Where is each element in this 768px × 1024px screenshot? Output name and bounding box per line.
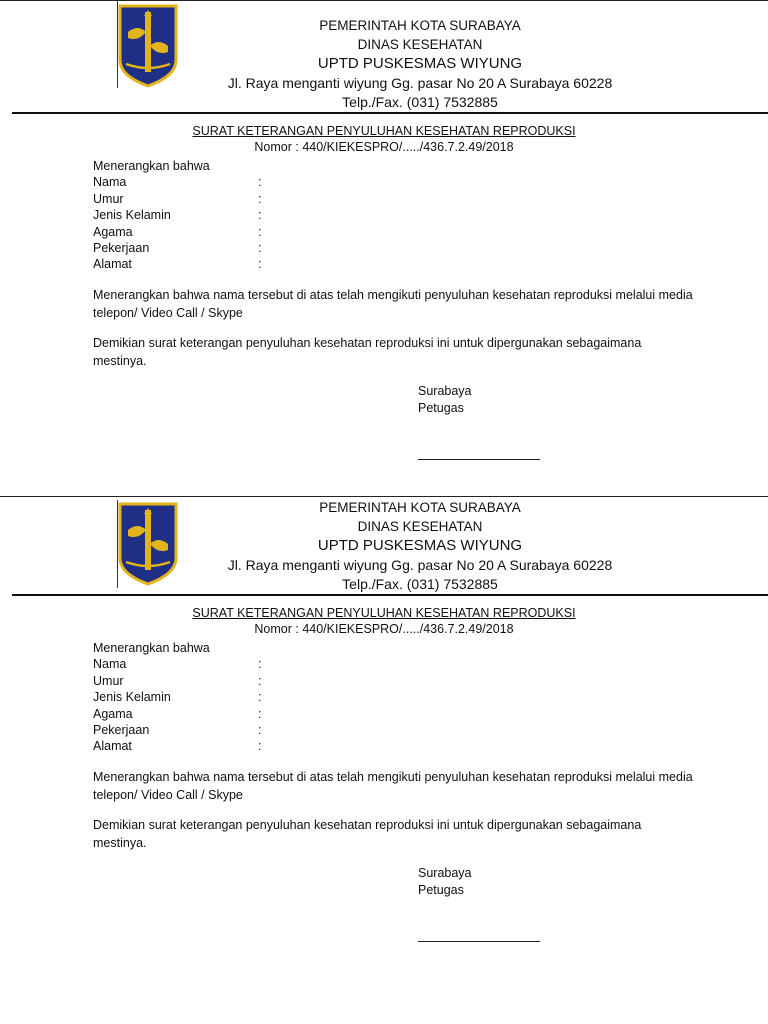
field-row — [93, 738, 262, 754]
field-row — [93, 224, 262, 240]
field-label: Agama — [93, 706, 133, 721]
field-label: Agama — [93, 224, 133, 239]
unit-name: UPTD PUSKESMAS WIYUNG — [317, 55, 523, 72]
agency-name: DINAS KESEHATAN — [357, 519, 483, 534]
field-row — [93, 722, 262, 738]
field-colon: : — [258, 739, 262, 754]
field-colon: : — [258, 208, 262, 223]
field-row — [93, 256, 262, 272]
signature-block — [418, 383, 472, 416]
field-colon: : — [258, 722, 262, 737]
fields-block — [93, 640, 262, 755]
sign-role: Petugas — [418, 400, 464, 415]
field-label: Pekerjaan — [93, 240, 150, 255]
phone: Telp./Fax. (031) 7532885 — [342, 94, 498, 110]
sign-city: Surabaya — [418, 866, 472, 880]
field-label: Nama — [93, 175, 127, 190]
surabaya-crest-logo — [116, 500, 180, 586]
address: Jl. Raya menganti wiyung Gg. pasar No 20 A Surabaya 60228 — [227, 557, 613, 573]
field-colon: : — [258, 706, 262, 721]
signature-line — [418, 459, 540, 460]
fields-block — [93, 158, 262, 273]
field-label: Nama — [93, 657, 127, 672]
sign-city: Surabaya — [418, 384, 472, 398]
letterhead — [180, 498, 660, 594]
phone: Telp./Fax. (031) 7532885 — [342, 576, 498, 592]
gov-name: PEMERINTAH KOTA SURABAYA — [319, 18, 521, 33]
signature-line — [418, 941, 540, 942]
field-label: Umur — [93, 673, 124, 688]
field-colon: : — [258, 690, 262, 705]
letter-title: SURAT KETERANGAN PENYULUHAN KESEHATAN REPRODUKSI — [192, 606, 576, 620]
field-colon: : — [258, 191, 262, 206]
body-paragraph-2: Demikian surat keterangan penyuluhan kesehatan reproduksi ini untuk dipergunakan sebagaimana mestinya. — [93, 818, 642, 850]
body-paragraph-1: Menerangkan bahwa nama tersebut di atas telah mengikuti penyuluhan kesehatan reproduksi melalui media telepon/ Video Call / Skype — [93, 288, 693, 320]
field-label: Alamat — [93, 739, 132, 754]
intro-text: Menerangkan bahwa — [93, 159, 210, 173]
body-paragraph-1: Menerangkan bahwa nama tersebut di atas telah mengikuti penyuluhan kesehatan reproduksi melalui media telepon/ Video Call / Skype — [93, 770, 693, 802]
header-divider — [12, 594, 768, 596]
letter-number: Nomor : 440/KIEKESPRO/...../436.7.2.49/2018 — [254, 140, 514, 154]
field-row — [93, 656, 262, 672]
field-colon: : — [258, 257, 262, 272]
letter-sheet-1 — [0, 0, 768, 482]
header-divider — [12, 112, 768, 114]
field-label: Pekerjaan — [93, 722, 150, 737]
field-row — [93, 689, 262, 705]
sign-role: Petugas — [418, 882, 464, 897]
field-label: Jenis Kelamin — [93, 690, 171, 705]
field-colon: : — [258, 240, 262, 255]
letter-title-block — [0, 605, 768, 637]
field-label: Umur — [93, 191, 124, 206]
surabaya-crest-logo — [116, 2, 180, 88]
field-row — [93, 673, 262, 689]
intro-text: Menerangkan bahwa — [93, 641, 210, 655]
field-label: Jenis Kelamin — [93, 208, 171, 223]
address: Jl. Raya menganti wiyung Gg. pasar No 20 A Surabaya 60228 — [227, 75, 613, 91]
field-row — [93, 174, 262, 190]
field-colon: : — [258, 657, 262, 672]
field-colon: : — [258, 224, 262, 239]
signature-block — [418, 865, 472, 898]
letterhead — [180, 16, 660, 112]
body-paragraph-2: Demikian surat keterangan penyuluhan kesehatan reproduksi ini untuk dipergunakan sebagaimana mestinya. — [93, 336, 642, 368]
field-label: Alamat — [93, 257, 132, 272]
field-colon: : — [258, 673, 262, 688]
letter-title-block — [0, 123, 768, 155]
agency-name: DINAS KESEHATAN — [357, 37, 483, 52]
letter-title: SURAT KETERANGAN PENYULUHAN KESEHATAN REPRODUKSI — [192, 124, 576, 138]
unit-name: UPTD PUSKESMAS WIYUNG — [317, 537, 523, 554]
field-row — [93, 207, 262, 223]
field-colon: : — [258, 175, 262, 190]
letter-number: Nomor : 440/KIEKESPRO/...../436.7.2.49/2018 — [254, 622, 514, 636]
letter-sheet-2 — [0, 482, 768, 964]
field-row — [93, 706, 262, 722]
gov-name: PEMERINTAH KOTA SURABAYA — [319, 500, 521, 515]
field-row — [93, 240, 262, 256]
field-row — [93, 191, 262, 207]
